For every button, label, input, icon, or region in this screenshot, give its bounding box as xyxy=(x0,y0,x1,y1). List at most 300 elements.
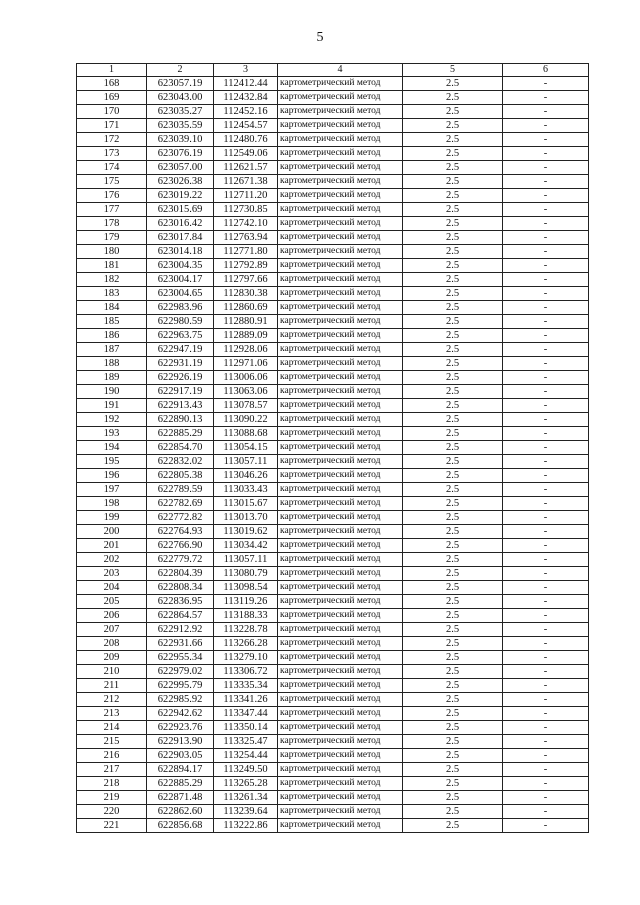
note-cell: - xyxy=(503,469,589,483)
method-cell: картометрический метод xyxy=(278,721,403,735)
accuracy-cell: 2.5 xyxy=(403,469,503,483)
method-cell: картометрический метод xyxy=(278,567,403,581)
method-cell: картометрический метод xyxy=(278,399,403,413)
y-coordinate-cell: 112671.38 xyxy=(214,175,278,189)
column-header: 1 xyxy=(77,64,147,77)
point-number-cell: 196 xyxy=(77,469,147,483)
x-coordinate-cell: 622871.48 xyxy=(147,791,214,805)
note-cell: - xyxy=(503,301,589,315)
method-cell: картометрический метод xyxy=(278,511,403,525)
method-cell: картометрический метод xyxy=(278,581,403,595)
note-cell: - xyxy=(503,539,589,553)
table-row xyxy=(77,791,589,805)
point-number-cell: 188 xyxy=(77,357,147,371)
table-row xyxy=(77,497,589,511)
x-coordinate-cell: 622764.93 xyxy=(147,525,214,539)
method-cell: картометрический метод xyxy=(278,301,403,315)
note-cell: - xyxy=(503,203,589,217)
point-number-cell: 220 xyxy=(77,805,147,819)
x-coordinate-cell: 622805.38 xyxy=(147,469,214,483)
table-row xyxy=(77,483,589,497)
table-row xyxy=(77,637,589,651)
accuracy-cell: 2.5 xyxy=(403,175,503,189)
y-coordinate-cell: 113335.34 xyxy=(214,679,278,693)
point-number-cell: 216 xyxy=(77,749,147,763)
column-header: 5 xyxy=(403,64,503,77)
table-row xyxy=(77,539,589,553)
method-cell: картометрический метод xyxy=(278,161,403,175)
point-number-cell: 180 xyxy=(77,245,147,259)
note-cell: - xyxy=(503,329,589,343)
x-coordinate-cell: 623057.19 xyxy=(147,77,214,91)
note-cell: - xyxy=(503,707,589,721)
x-coordinate-cell: 622963.75 xyxy=(147,329,214,343)
point-number-cell: 193 xyxy=(77,427,147,441)
table-row xyxy=(77,763,589,777)
y-coordinate-cell: 112412.44 xyxy=(214,77,278,91)
accuracy-cell: 2.5 xyxy=(403,301,503,315)
accuracy-cell: 2.5 xyxy=(403,525,503,539)
y-coordinate-cell: 113019.62 xyxy=(214,525,278,539)
table-row xyxy=(77,805,589,819)
note-cell: - xyxy=(503,819,589,833)
table-row xyxy=(77,693,589,707)
y-coordinate-cell: 112480.76 xyxy=(214,133,278,147)
accuracy-cell: 2.5 xyxy=(403,413,503,427)
table-row xyxy=(77,343,589,357)
note-cell: - xyxy=(503,637,589,651)
x-coordinate-cell: 622931.66 xyxy=(147,637,214,651)
accuracy-cell: 2.5 xyxy=(403,539,503,553)
x-coordinate-cell: 622766.90 xyxy=(147,539,214,553)
x-coordinate-cell: 622912.92 xyxy=(147,623,214,637)
x-coordinate-cell: 622856.68 xyxy=(147,819,214,833)
x-coordinate-cell: 622864.57 xyxy=(147,609,214,623)
method-cell: картометрический метод xyxy=(278,455,403,469)
method-cell: картометрический метод xyxy=(278,413,403,427)
method-cell: картометрический метод xyxy=(278,259,403,273)
note-cell: - xyxy=(503,161,589,175)
y-coordinate-cell: 113119.26 xyxy=(214,595,278,609)
accuracy-cell: 2.5 xyxy=(403,105,503,119)
y-coordinate-cell: 113266.28 xyxy=(214,637,278,651)
x-coordinate-cell: 622782.69 xyxy=(147,497,214,511)
note-cell: - xyxy=(503,259,589,273)
table-row xyxy=(77,567,589,581)
method-cell: картометрический метод xyxy=(278,609,403,623)
point-number-cell: 186 xyxy=(77,329,147,343)
table-header-row xyxy=(77,64,589,77)
table-row xyxy=(77,259,589,273)
point-number-cell: 213 xyxy=(77,707,147,721)
table-row xyxy=(77,357,589,371)
table-row xyxy=(77,679,589,693)
table-row xyxy=(77,441,589,455)
note-cell: - xyxy=(503,147,589,161)
x-coordinate-cell: 622942.62 xyxy=(147,707,214,721)
table-row xyxy=(77,231,589,245)
accuracy-cell: 2.5 xyxy=(403,245,503,259)
column-header: 4 xyxy=(278,64,403,77)
accuracy-cell: 2.5 xyxy=(403,147,503,161)
method-cell: картометрический метод xyxy=(278,679,403,693)
method-cell: картометрический метод xyxy=(278,385,403,399)
point-number-cell: 168 xyxy=(77,77,147,91)
x-coordinate-cell: 622985.92 xyxy=(147,693,214,707)
x-coordinate-cell: 623004.17 xyxy=(147,273,214,287)
accuracy-cell: 2.5 xyxy=(403,749,503,763)
y-coordinate-cell: 113054.15 xyxy=(214,441,278,455)
note-cell: - xyxy=(503,245,589,259)
y-coordinate-cell: 112742.10 xyxy=(214,217,278,231)
method-cell: картометрический метод xyxy=(278,637,403,651)
note-cell: - xyxy=(503,455,589,469)
method-cell: картометрический метод xyxy=(278,133,403,147)
accuracy-cell: 2.5 xyxy=(403,665,503,679)
y-coordinate-cell: 113265.28 xyxy=(214,777,278,791)
point-number-cell: 204 xyxy=(77,581,147,595)
accuracy-cell: 2.5 xyxy=(403,623,503,637)
column-header: 3 xyxy=(214,64,278,77)
x-coordinate-cell: 623035.27 xyxy=(147,105,214,119)
note-cell: - xyxy=(503,343,589,357)
point-number-cell: 172 xyxy=(77,133,147,147)
accuracy-cell: 2.5 xyxy=(403,231,503,245)
y-coordinate-cell: 113057.11 xyxy=(214,553,278,567)
method-cell: картометрический метод xyxy=(278,595,403,609)
point-number-cell: 218 xyxy=(77,777,147,791)
point-number-cell: 178 xyxy=(77,217,147,231)
point-number-cell: 190 xyxy=(77,385,147,399)
note-cell: - xyxy=(503,133,589,147)
point-number-cell: 206 xyxy=(77,609,147,623)
y-coordinate-cell: 113013.70 xyxy=(214,511,278,525)
table-body xyxy=(77,77,589,833)
x-coordinate-cell: 622979.02 xyxy=(147,665,214,679)
accuracy-cell: 2.5 xyxy=(403,511,503,525)
method-cell: картометрический метод xyxy=(278,315,403,329)
method-cell: картометрический метод xyxy=(278,497,403,511)
point-number-cell: 182 xyxy=(77,273,147,287)
y-coordinate-cell: 112711.20 xyxy=(214,189,278,203)
table-row xyxy=(77,525,589,539)
x-coordinate-cell: 623035.59 xyxy=(147,119,214,133)
x-coordinate-cell: 622808.34 xyxy=(147,581,214,595)
table-row xyxy=(77,105,589,119)
method-cell: картометрический метод xyxy=(278,791,403,805)
note-cell: - xyxy=(503,385,589,399)
table-row xyxy=(77,287,589,301)
accuracy-cell: 2.5 xyxy=(403,497,503,511)
x-coordinate-cell: 622947.19 xyxy=(147,343,214,357)
table-row xyxy=(77,217,589,231)
accuracy-cell: 2.5 xyxy=(403,287,503,301)
accuracy-cell: 2.5 xyxy=(403,357,503,371)
method-cell: картометрический метод xyxy=(278,441,403,455)
y-coordinate-cell: 112792.89 xyxy=(214,259,278,273)
y-coordinate-cell: 113090.22 xyxy=(214,413,278,427)
y-coordinate-cell: 113350.14 xyxy=(214,721,278,735)
y-coordinate-cell: 112432.84 xyxy=(214,91,278,105)
table-row xyxy=(77,189,589,203)
point-number-cell: 203 xyxy=(77,567,147,581)
table-row xyxy=(77,77,589,91)
table-row xyxy=(77,273,589,287)
x-coordinate-cell: 622923.76 xyxy=(147,721,214,735)
point-number-cell: 177 xyxy=(77,203,147,217)
y-coordinate-cell: 113078.57 xyxy=(214,399,278,413)
note-cell: - xyxy=(503,287,589,301)
table-row xyxy=(77,511,589,525)
y-coordinate-cell: 113098.54 xyxy=(214,581,278,595)
point-number-cell: 192 xyxy=(77,413,147,427)
y-coordinate-cell: 113249.50 xyxy=(214,763,278,777)
accuracy-cell: 2.5 xyxy=(403,651,503,665)
x-coordinate-cell: 622913.43 xyxy=(147,399,214,413)
table-row xyxy=(77,721,589,735)
note-cell: - xyxy=(503,609,589,623)
table-row xyxy=(77,203,589,217)
x-coordinate-cell: 622995.79 xyxy=(147,679,214,693)
table-row xyxy=(77,595,589,609)
x-coordinate-cell: 622926.19 xyxy=(147,371,214,385)
note-cell: - xyxy=(503,777,589,791)
table-row xyxy=(77,119,589,133)
method-cell: картометрический метод xyxy=(278,371,403,385)
y-coordinate-cell: 113034.42 xyxy=(214,539,278,553)
x-coordinate-cell: 623043.00 xyxy=(147,91,214,105)
method-cell: картометрический метод xyxy=(278,105,403,119)
accuracy-cell: 2.5 xyxy=(403,343,503,357)
point-number-cell: 199 xyxy=(77,511,147,525)
y-coordinate-cell: 112889.09 xyxy=(214,329,278,343)
table-row xyxy=(77,399,589,413)
accuracy-cell: 2.5 xyxy=(403,777,503,791)
method-cell: картометрический метод xyxy=(278,805,403,819)
y-coordinate-cell: 112860.69 xyxy=(214,301,278,315)
note-cell: - xyxy=(503,763,589,777)
note-cell: - xyxy=(503,595,589,609)
y-coordinate-cell: 113015.67 xyxy=(214,497,278,511)
table-row xyxy=(77,609,589,623)
table-row xyxy=(77,651,589,665)
y-coordinate-cell: 113279.10 xyxy=(214,651,278,665)
method-cell: картометрический метод xyxy=(278,217,403,231)
accuracy-cell: 2.5 xyxy=(403,315,503,329)
x-coordinate-cell: 622832.02 xyxy=(147,455,214,469)
y-coordinate-cell: 113239.64 xyxy=(214,805,278,819)
y-coordinate-cell: 112730.85 xyxy=(214,203,278,217)
note-cell: - xyxy=(503,413,589,427)
table-row xyxy=(77,133,589,147)
x-coordinate-cell: 622980.59 xyxy=(147,315,214,329)
method-cell: картометрический метод xyxy=(278,147,403,161)
table-row xyxy=(77,245,589,259)
table-row xyxy=(77,777,589,791)
y-coordinate-cell: 113033.43 xyxy=(214,483,278,497)
point-number-cell: 208 xyxy=(77,637,147,651)
y-coordinate-cell: 112763.94 xyxy=(214,231,278,245)
coordinates-table xyxy=(76,63,589,833)
method-cell: картометрический метод xyxy=(278,119,403,133)
table-row xyxy=(77,819,589,833)
y-coordinate-cell: 112454.57 xyxy=(214,119,278,133)
note-cell: - xyxy=(503,231,589,245)
note-cell: - xyxy=(503,371,589,385)
accuracy-cell: 2.5 xyxy=(403,707,503,721)
y-coordinate-cell: 112771.80 xyxy=(214,245,278,259)
x-coordinate-cell: 622779.72 xyxy=(147,553,214,567)
method-cell: картометрический метод xyxy=(278,427,403,441)
accuracy-cell: 2.5 xyxy=(403,119,503,133)
table-row xyxy=(77,553,589,567)
x-coordinate-cell: 623076.19 xyxy=(147,147,214,161)
x-coordinate-cell: 623015.69 xyxy=(147,203,214,217)
point-number-cell: 205 xyxy=(77,595,147,609)
note-cell: - xyxy=(503,749,589,763)
note-cell: - xyxy=(503,119,589,133)
x-coordinate-cell: 623017.84 xyxy=(147,231,214,245)
x-coordinate-cell: 622804.39 xyxy=(147,567,214,581)
y-coordinate-cell: 112797.66 xyxy=(214,273,278,287)
point-number-cell: 210 xyxy=(77,665,147,679)
method-cell: картометрический метод xyxy=(278,819,403,833)
point-number-cell: 176 xyxy=(77,189,147,203)
accuracy-cell: 2.5 xyxy=(403,77,503,91)
point-number-cell: 189 xyxy=(77,371,147,385)
method-cell: картометрический метод xyxy=(278,203,403,217)
accuracy-cell: 2.5 xyxy=(403,553,503,567)
x-coordinate-cell: 622955.34 xyxy=(147,651,214,665)
point-number-cell: 219 xyxy=(77,791,147,805)
y-coordinate-cell: 112880.91 xyxy=(214,315,278,329)
note-cell: - xyxy=(503,721,589,735)
y-coordinate-cell: 113261.34 xyxy=(214,791,278,805)
method-cell: картометрический метод xyxy=(278,343,403,357)
method-cell: картометрический метод xyxy=(278,469,403,483)
point-number-cell: 217 xyxy=(77,763,147,777)
accuracy-cell: 2.5 xyxy=(403,259,503,273)
y-coordinate-cell: 113254.44 xyxy=(214,749,278,763)
note-cell: - xyxy=(503,581,589,595)
accuracy-cell: 2.5 xyxy=(403,581,503,595)
method-cell: картометрический метод xyxy=(278,357,403,371)
method-cell: картометрический метод xyxy=(278,777,403,791)
point-number-cell: 174 xyxy=(77,161,147,175)
note-cell: - xyxy=(503,357,589,371)
table-row xyxy=(77,623,589,637)
x-coordinate-cell: 622931.19 xyxy=(147,357,214,371)
method-cell: картометрический метод xyxy=(278,287,403,301)
accuracy-cell: 2.5 xyxy=(403,371,503,385)
note-cell: - xyxy=(503,525,589,539)
column-header: 2 xyxy=(147,64,214,77)
method-cell: картометрический метод xyxy=(278,553,403,567)
note-cell: - xyxy=(503,665,589,679)
point-number-cell: 214 xyxy=(77,721,147,735)
y-coordinate-cell: 113222.86 xyxy=(214,819,278,833)
x-coordinate-cell: 622913.90 xyxy=(147,735,214,749)
method-cell: картометрический метод xyxy=(278,665,403,679)
table-row xyxy=(77,301,589,315)
accuracy-cell: 2.5 xyxy=(403,161,503,175)
accuracy-cell: 2.5 xyxy=(403,399,503,413)
method-cell: картометрический метод xyxy=(278,189,403,203)
accuracy-cell: 2.5 xyxy=(403,595,503,609)
accuracy-cell: 2.5 xyxy=(403,609,503,623)
x-coordinate-cell: 623026.38 xyxy=(147,175,214,189)
x-coordinate-cell: 623039.10 xyxy=(147,133,214,147)
accuracy-cell: 2.5 xyxy=(403,329,503,343)
accuracy-cell: 2.5 xyxy=(403,203,503,217)
x-coordinate-cell: 623019.22 xyxy=(147,189,214,203)
note-cell: - xyxy=(503,805,589,819)
point-number-cell: 198 xyxy=(77,497,147,511)
x-coordinate-cell: 623057.00 xyxy=(147,161,214,175)
y-coordinate-cell: 113063.06 xyxy=(214,385,278,399)
x-coordinate-cell: 622890.13 xyxy=(147,413,214,427)
x-coordinate-cell: 622885.29 xyxy=(147,777,214,791)
point-number-cell: 171 xyxy=(77,119,147,133)
point-number-cell: 185 xyxy=(77,315,147,329)
accuracy-cell: 2.5 xyxy=(403,819,503,833)
y-coordinate-cell: 112830.38 xyxy=(214,287,278,301)
point-number-cell: 212 xyxy=(77,693,147,707)
note-cell: - xyxy=(503,623,589,637)
method-cell: картометрический метод xyxy=(278,231,403,245)
method-cell: картометрический метод xyxy=(278,651,403,665)
table-row xyxy=(77,315,589,329)
note-cell: - xyxy=(503,483,589,497)
y-coordinate-cell: 112452.16 xyxy=(214,105,278,119)
note-cell: - xyxy=(503,77,589,91)
method-cell: картометрический метод xyxy=(278,245,403,259)
accuracy-cell: 2.5 xyxy=(403,189,503,203)
table-row xyxy=(77,147,589,161)
method-cell: картометрический метод xyxy=(278,525,403,539)
method-cell: картометрический метод xyxy=(278,735,403,749)
accuracy-cell: 2.5 xyxy=(403,385,503,399)
accuracy-cell: 2.5 xyxy=(403,679,503,693)
note-cell: - xyxy=(503,175,589,189)
note-cell: - xyxy=(503,567,589,581)
y-coordinate-cell: 113306.72 xyxy=(214,665,278,679)
point-number-cell: 191 xyxy=(77,399,147,413)
y-coordinate-cell: 113080.79 xyxy=(214,567,278,581)
y-coordinate-cell: 112621.57 xyxy=(214,161,278,175)
note-cell: - xyxy=(503,427,589,441)
point-number-cell: 183 xyxy=(77,287,147,301)
table-row xyxy=(77,581,589,595)
note-cell: - xyxy=(503,553,589,567)
x-coordinate-cell: 622862.60 xyxy=(147,805,214,819)
point-number-cell: 179 xyxy=(77,231,147,245)
table-row xyxy=(77,413,589,427)
point-number-cell: 195 xyxy=(77,455,147,469)
table-row xyxy=(77,665,589,679)
note-cell: - xyxy=(503,315,589,329)
note-cell: - xyxy=(503,105,589,119)
point-number-cell: 200 xyxy=(77,525,147,539)
y-coordinate-cell: 113006.06 xyxy=(214,371,278,385)
x-coordinate-cell: 622917.19 xyxy=(147,385,214,399)
x-coordinate-cell: 623004.65 xyxy=(147,287,214,301)
point-number-cell: 197 xyxy=(77,483,147,497)
y-coordinate-cell: 113057.11 xyxy=(214,455,278,469)
method-cell: картометрический метод xyxy=(278,763,403,777)
point-number-cell: 202 xyxy=(77,553,147,567)
method-cell: картометрический метод xyxy=(278,273,403,287)
